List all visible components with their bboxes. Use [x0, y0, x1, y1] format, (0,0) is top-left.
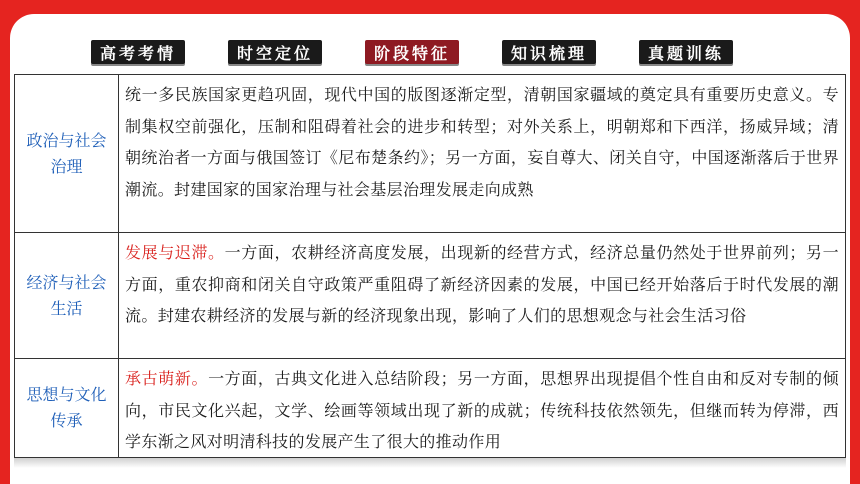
tab-stage-features[interactable]: 阶段特征 [365, 40, 459, 64]
table-shadow [14, 458, 846, 468]
row-highlight: 发展与迟滞。 [125, 243, 225, 262]
row-text: 统一多民族国家更趋巩固，现代中国的版图逐渐定型，清朝国家疆域的奠定具有重要历史意义。专制集权空前强化，压制和阻碍着社会的进步和转型；对外关系上，明朝郑和下西洋，扬威异域；清朝统治者一方面与俄国签订《尼布楚条约》；另一方面，妄自尊大、闭关自守，中国逐渐落后于世界潮流。封建国家的国家治理与社会基层治理发展走向成熟 [125, 85, 839, 199]
row-label-politics: 政治与社会治理 [15, 75, 119, 232]
table-row [15, 359, 845, 457]
tab-time-space[interactable]: 时空定位 [228, 40, 322, 64]
features-table [14, 74, 846, 458]
row-content-politics [119, 75, 845, 232]
row-label-economy: 经济与社会生活 [15, 233, 119, 358]
tab-exam-practice[interactable]: 真题训练 [639, 40, 733, 64]
row-content-culture [119, 359, 845, 457]
tab-exam-analysis[interactable]: 高考考情 [91, 40, 185, 64]
tab-knowledge-review[interactable]: 知识梳理 [502, 40, 596, 64]
section-tabs [0, 40, 860, 66]
row-label-culture: 思想与文化传承 [15, 359, 119, 457]
row-text: 一方面，古典文化进入总结阶段；另一方面，思想界出现提倡个性自由和反对专制的倾向，市民文化兴起，文学、绘画等领域出现了新的成就；传统科技依然领先，但继而转为停滞，西学东渐之风对明清科技的发展产生了很大的推动作用 [125, 369, 839, 451]
table-row [15, 75, 845, 233]
row-content-economy [119, 233, 845, 358]
row-text: 一方面，农耕经济高度发展，出现新的经营方式，经济总量仍然处于世界前列；另一方面，重农抑商和闭关自守政策严重阻碍了新经济因素的发展，中国已经开始落后于时代发展的潮流。封建农耕经济的发展与新的经济现象出现，影响了人们的思想观念与社会生活习俗 [125, 243, 839, 325]
row-highlight: 承古萌新。 [125, 369, 209, 388]
table-row [15, 233, 845, 359]
